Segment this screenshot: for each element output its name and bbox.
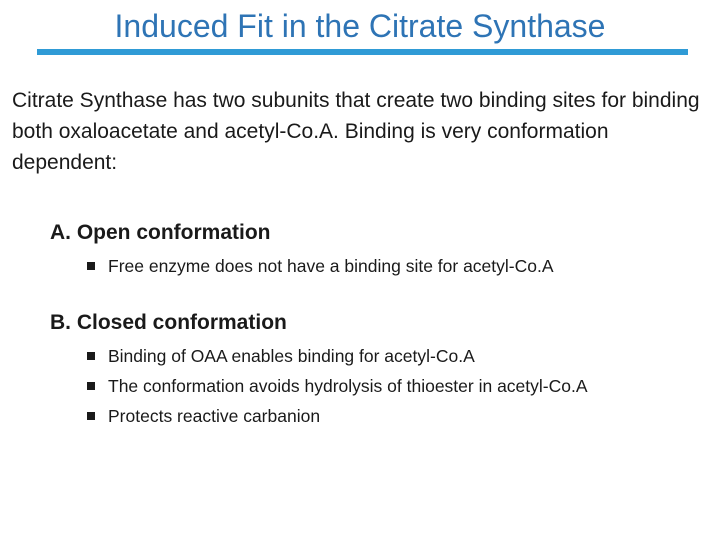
section-heading-closed: B. Closed conformation xyxy=(50,311,287,334)
list-item xyxy=(87,251,554,281)
list-item xyxy=(87,341,588,371)
bullet-text: Protects reactive carbanion xyxy=(108,406,321,426)
list-item xyxy=(87,371,588,401)
bullet-text: The conformation avoids hydrolysis of thioester in acetyl-Co.A xyxy=(108,376,588,396)
square-bullet-icon xyxy=(87,262,95,270)
bullet-list-open xyxy=(87,251,554,281)
intro-paragraph: Citrate Synthase has two subunits that create two binding sites for binding both oxaloacetate and acetyl-Co.A. Binding is very conformation dependent: xyxy=(12,89,700,174)
list-item xyxy=(87,401,588,431)
section-heading-open: A. Open conformation xyxy=(50,221,271,244)
bullet-list-closed xyxy=(87,341,588,431)
title-underline xyxy=(37,49,688,55)
bullet-text: Binding of OAA enables binding for acetyl-Co.A xyxy=(108,346,475,366)
slide-title: Induced Fit in the Citrate Synthase xyxy=(114,8,606,44)
square-bullet-icon xyxy=(87,382,95,390)
square-bullet-icon xyxy=(87,412,95,420)
square-bullet-icon xyxy=(87,352,95,360)
bullet-text: Free enzyme does not have a binding site for acetyl-Co.A xyxy=(108,256,554,276)
